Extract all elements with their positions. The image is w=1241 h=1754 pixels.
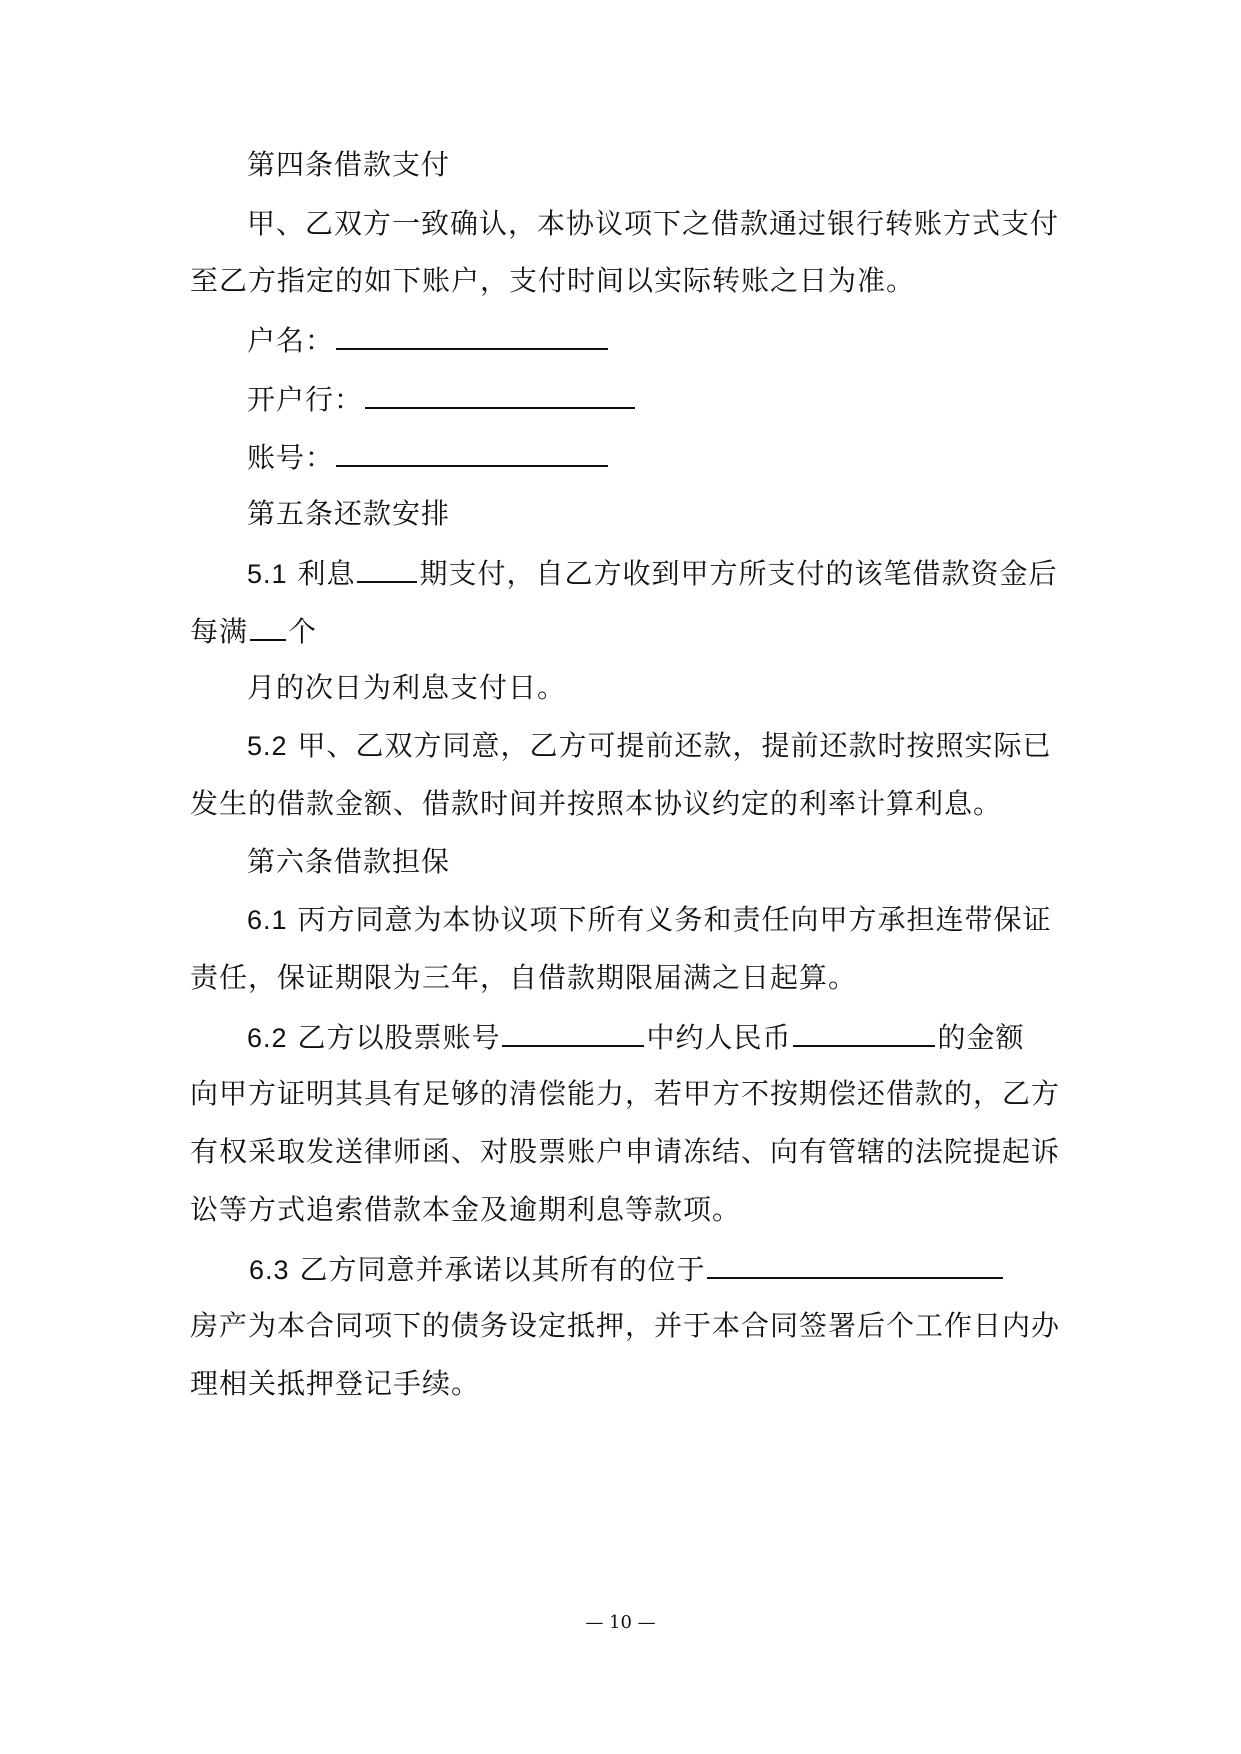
clause-5-2-text: 甲、乙双方同意，乙方可提前还款，提前还款时按照实际已 [297,729,1052,762]
clause-5-1-line2 [190,611,317,651]
clause-6-1-line2: 责任，保证期限为三年，自借款期限届满之日起算。 [190,961,858,994]
account-name-row [247,320,610,360]
bank-blank [365,379,635,409]
article4-title: 第四条借款支付 [247,148,451,181]
account-name-label: 户名： [247,324,335,357]
amount-blank [793,1017,935,1047]
clause-6-3-line3: 理相关抵押登记手续。 [190,1367,481,1400]
bank-label: 开户行： [247,383,364,416]
clause-6-1-line1 [247,901,1051,939]
clause-6-2-text-b: 中约人民币 [646,1021,792,1054]
clause-5-2-line2: 发生的借款金额、借款时间并按照本协议约定的利率计算利息。 [190,787,1003,820]
months-blank [250,611,286,641]
bank-row [247,379,637,419]
clause-6-2-line2: 向甲方证明其具有足够的清偿能力，若甲方不按期偿还借款的，乙方 [190,1077,1061,1110]
interest-period-blank [357,553,417,583]
clause-6-2-line4: 讼等方式追索借款本金及逾期利息等款项。 [190,1193,742,1226]
clause-6-1-text: 丙方同意为本协议项下所有义务和责任向甲方承担连带保证 [297,903,1052,936]
clause-5-1-number: 5.1 [247,559,288,589]
article5-title: 第五条还款安排 [247,497,451,530]
clause-6-2-number: 6.2 [247,1023,288,1053]
clause-5-1-text-a: 利息 [297,557,356,590]
account-number-label: 账号： [247,441,335,474]
clause-6-2-line1 [247,1017,1025,1057]
page-number: — 10 — [585,1612,656,1633]
clause-6-3-text-a: 乙方同意并承诺以其所有的位于 [299,1253,706,1286]
clause-6-3-number: 6.3 [249,1255,290,1285]
clause-6-2-text-a: 乙方以股票账号 [297,1021,501,1054]
clause-6-1-number: 6.1 [247,905,288,935]
clause-5-1-text-b: 期支付，自乙方收到甲方所支付的该笔借款资金后 [419,557,1058,590]
account-number-blank [336,437,608,467]
clause-6-2-line3: 有权采取发送律师函、对股票账户申请冻结、向有管辖的法院提起诉 [190,1135,1061,1168]
clause-5-1-text-c: 每满 [190,615,249,648]
clause-5-1-text-d: 个 [288,615,318,648]
account-number-row [247,437,610,477]
clause-5-1-line1 [247,553,1057,593]
clause-5-2-line1 [247,727,1051,765]
clause-5-2-number: 5.2 [247,731,288,761]
clause-6-3-line2: 房产为本合同项下的债务设定抵押，并于本合同签署后个工作日内办 [190,1309,1061,1342]
account-name-blank [336,320,608,350]
stock-account-blank [502,1017,644,1047]
clause-6-3-line1 [249,1249,1005,1289]
clause-5-1-line3: 月的次日为利息支付日。 [247,671,567,704]
article6-title: 第六条借款担保 [247,845,451,878]
article4-paragraph-line1: 甲、乙双方一致确认，本协议项下之借款通过银行转账方式支付 [247,207,1060,240]
article4-paragraph-line2: 至乙方指定的如下账户，支付时间以实际转账之日为准。 [190,264,916,297]
clause-6-2-text-c: 的金额 [937,1021,1025,1054]
property-location-blank [707,1249,1003,1279]
